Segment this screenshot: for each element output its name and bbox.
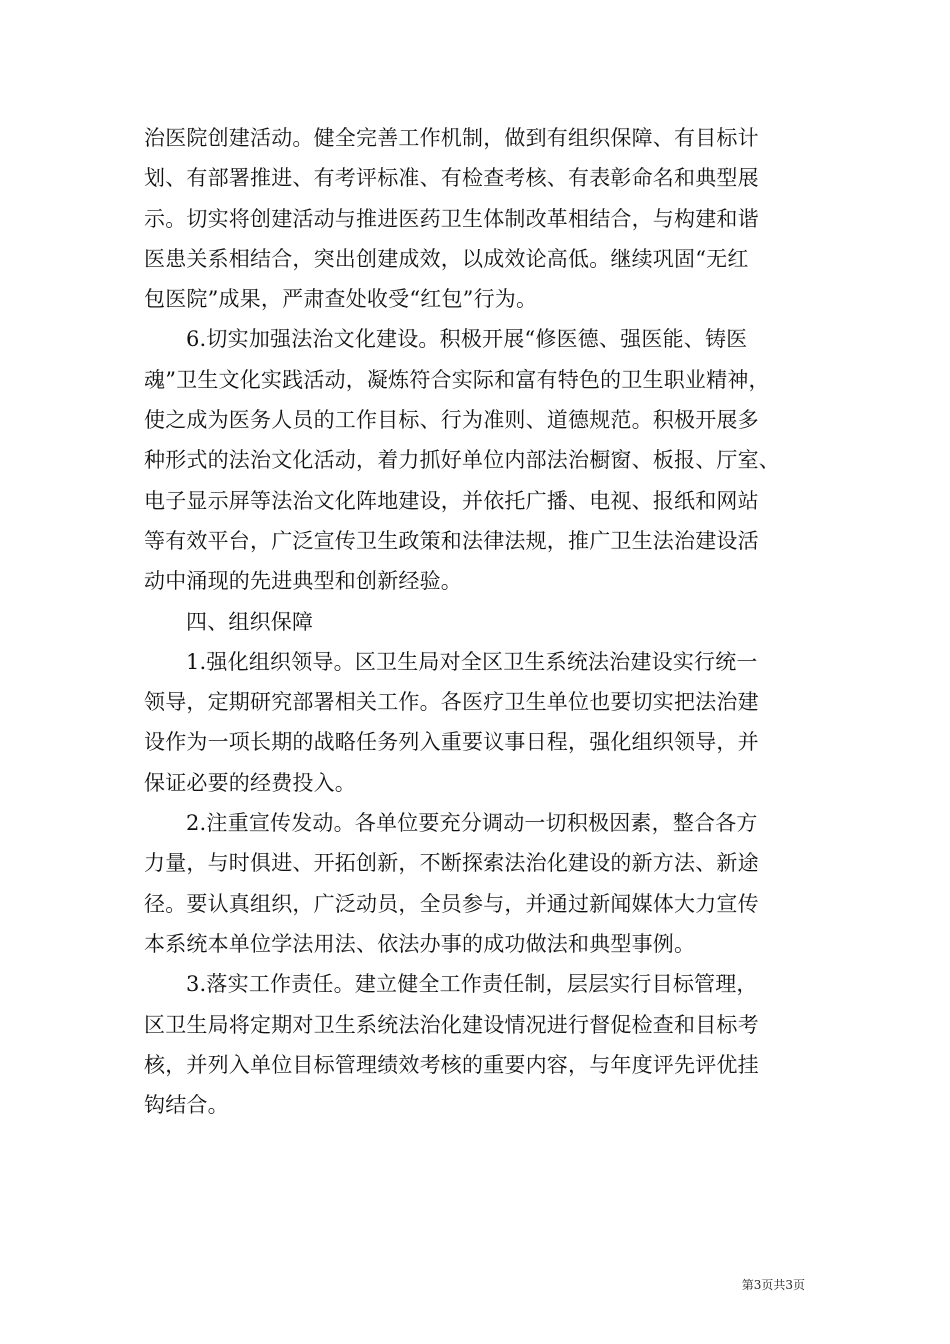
paragraph-start-line: 2.注重宣传发动。各单位要充分调动一切积极因素，整合各方 <box>186 811 758 836</box>
text-line: 治医院创建活动。健全完善工作机制，做到有组织保障、有目标计 <box>144 126 759 150</box>
text-line: 电子显示屏等法治文化阵地建设，并依托广播、电视、报纸和网站 <box>144 488 759 513</box>
text-line: 医患关系相结合，突出创建成效，以成效论高低。继续巩固“无红 <box>144 246 749 271</box>
paragraph-start-line: 6.切实加强法治文化建设。积极开展“修医德、强医能、铸医 <box>186 327 748 352</box>
text-line: 等有效平台，广泛宣传卫生政策和法律法规，推广卫生法治建设活 <box>144 528 759 553</box>
text-line: 本系统本单位学法用法、依法办事的成功做法和典型事例。 <box>144 931 696 956</box>
document-body <box>144 118 816 1125</box>
text-line: 魂”卫生文化实践活动，凝炼符合实际和富有特色的卫生职业精神， <box>144 367 770 392</box>
text-line: 设作为一项长期的战略任务列入重要议事日程，强化组织领导，并 <box>144 730 759 755</box>
text-line: 领导，定期研究部署相关工作。各医疗卫生单位也要切实把法治建 <box>144 690 759 715</box>
section-heading: 四、组织保障 <box>186 609 314 634</box>
text-line: 动中涌现的先进典型和创新经验。 <box>144 569 462 594</box>
paragraph-start-line: 1.强化组织领导。区卫生局对全区卫生系统法治建设实行统一 <box>186 649 758 674</box>
text-line: 划、有部署推进、有考评标准、有检查考核、有表彰命名和典型展 <box>144 166 759 191</box>
text-line: 使之成为医务人员的工作目标、行为准则、道德规范。积极开展多 <box>144 408 759 433</box>
text-line: 核，并列入单位目标管理绩效考核的重要内容，与年度评先评优挂 <box>144 1052 759 1077</box>
text-line: 保证必要的经费投入。 <box>144 770 356 795</box>
text-line: 径。要认真组织，广泛动员，全员参与，并通过新闻媒体大力宣传 <box>144 891 759 916</box>
text-line: 示。切实将创建活动与推进医药卫生体制改革相结合，与构建和谐 <box>144 206 759 231</box>
paragraph-start-line: 3.落实工作责任。建立健全工作责任制，层层实行目标管理， <box>186 972 758 997</box>
text-line: 钩结合。 <box>144 1093 229 1118</box>
text-line: 包医院”成果，严肃查处收受“红包”行为。 <box>144 287 538 312</box>
page-number: 第3页共3页 <box>741 1278 805 1292</box>
text-line: 种形式的法治文化活动，着力抓好单位内部法治橱窗、板报、厅室、 <box>144 448 780 473</box>
text-line: 区卫生局将定期对卫生系统法治化建设情况进行督促检查和目标考 <box>144 1012 759 1037</box>
text-line: 力量，与时俱进、开拓创新，不断探索法治化建设的新方法、新途 <box>144 851 759 876</box>
